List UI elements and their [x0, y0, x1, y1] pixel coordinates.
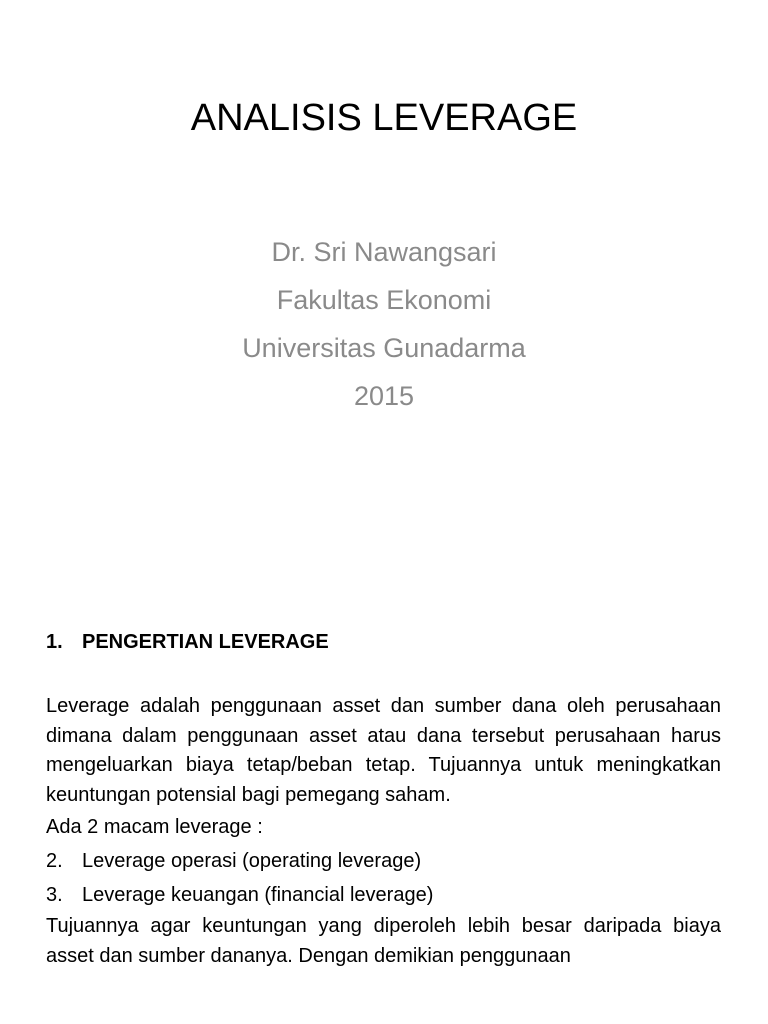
university-name: Universitas Gunadarma [242, 333, 526, 363]
list-item-number: 3. [46, 884, 63, 906]
list-item [46, 844, 721, 878]
purpose-paragraph: Tujuannya agar keuntungan yang diperoleh lebih besar daripada biaya asset dan sumber dananya. Dengan demikian penggunaan [46, 915, 721, 967]
list-item-text: Leverage operasi (operating leverage) [82, 850, 422, 872]
slide-title: ANALISIS LEVERAGE [190, 97, 578, 139]
section-heading-number: 1. [46, 631, 63, 653]
leverage-types-intro: Ada 2 macam leverage : [46, 816, 263, 838]
faculty-name: Fakultas Ekonomi [276, 285, 492, 315]
list-item-number: 2. [46, 850, 63, 872]
section-pengertian [46, 624, 721, 971]
section-heading [46, 624, 721, 660]
year: 2015 [353, 381, 415, 411]
section-heading-text: PENGERTIAN LEVERAGE [82, 631, 329, 653]
subtitle-block [0, 228, 768, 420]
author-name: Dr. Sri Nawangsari [271, 237, 497, 267]
list-item [46, 878, 721, 912]
definition-paragraph: Leverage adalah penggunaan asset dan sumber dana oleh perusahaan dimana dalam penggunaan asset atau dana tersebut perusahaan harus mengeluarkan biaya tetap/beban tetap. Tujuannya untuk meningkatkan keuntungan potensial bagi pemegang saham. [46, 695, 721, 806]
list-item-text: Leverage keuangan (financial leverage) [82, 884, 434, 906]
